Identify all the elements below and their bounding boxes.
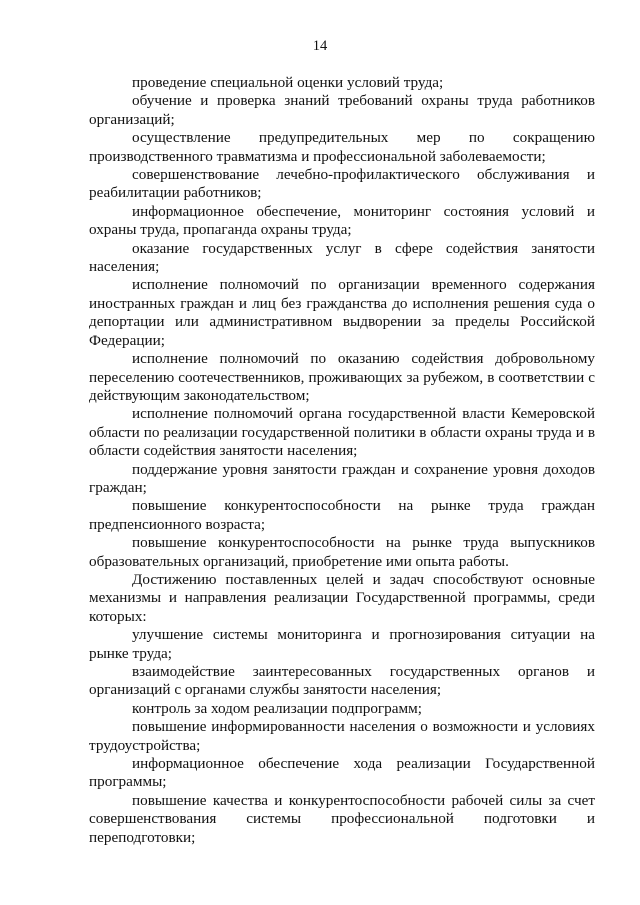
paragraph-11: повышение конкурентоспособности на рынке труда граждан предпенсионного возраста; <box>89 497 595 533</box>
paragraph-16: контроль за ходом реализации подпрограмм; <box>132 699 422 717</box>
page-number: 14 <box>312 38 328 54</box>
paragraph-10: поддержание уровня занятости граждан и сохранение уровня доходов граждан; <box>89 460 595 496</box>
paragraph-7: исполнение полномочий по организации временного содержания иностранных граждан и лиц без гражданства до исполнения решения суда о депортации или административном выдворении за пределы Российской Федерации; <box>89 276 595 349</box>
paragraph-17: повышение информированности населения о возможности и условиях трудоустройства; <box>89 718 595 754</box>
paragraph-9: исполнение полномочий органа государственной власти Кемеровской области по реализации государственной политики в области охраны труда и в области содействия занятости населения; <box>89 405 595 460</box>
paragraph-2: обучение и проверка знаний требований охраны труда работников организаций; <box>89 92 595 128</box>
paragraph-15: взаимодействие заинтересованных государственных органов и организаций с органами службы занятости населения; <box>89 663 595 699</box>
paragraph-6: оказание государственных услуг в сфере содействия занятости населения; <box>89 239 595 276</box>
paragraph-5: информационное обеспечение, мониторинг состояния условий и охраны труда, пропаганда охраны труда; <box>89 202 595 239</box>
paragraph-13: Достижению поставленных целей и задач способствуют основные механизмы и направления реализации Государственной программы, среди которых: <box>89 570 595 625</box>
paragraph-18: информационное обеспечение хода реализации Государственной программы; <box>89 755 595 791</box>
paragraph-8: исполнение полномочий по оказанию содействия добровольному переселению соотечественников, проживающих за рубежом, в соответствии с действующим законодательством; <box>89 350 595 404</box>
document-body <box>89 74 595 847</box>
paragraph-19: повышение качества и конкурентоспособности рабочей силы за счет совершенствования системы профессиональной подготовки и переподготовки; <box>89 791 595 846</box>
paragraph-14: улучшение системы мониторинга и прогнозирования ситуации на рынке труда; <box>89 626 595 662</box>
paragraph-1: проведение специальной оценки условий труда; <box>132 74 444 91</box>
paragraph-4: совершенствование лечебно-профилактического обслуживания и реабилитации работников; <box>89 166 595 202</box>
paragraph-12: повышение конкурентоспособности на рынке труда выпускников образовательных организаций, приобретение ими опыта работы. <box>89 534 595 570</box>
paragraph-3: осуществление предупредительных мер по сокращению производственного травматизма и профессиональной заболеваемости; <box>89 129 595 165</box>
